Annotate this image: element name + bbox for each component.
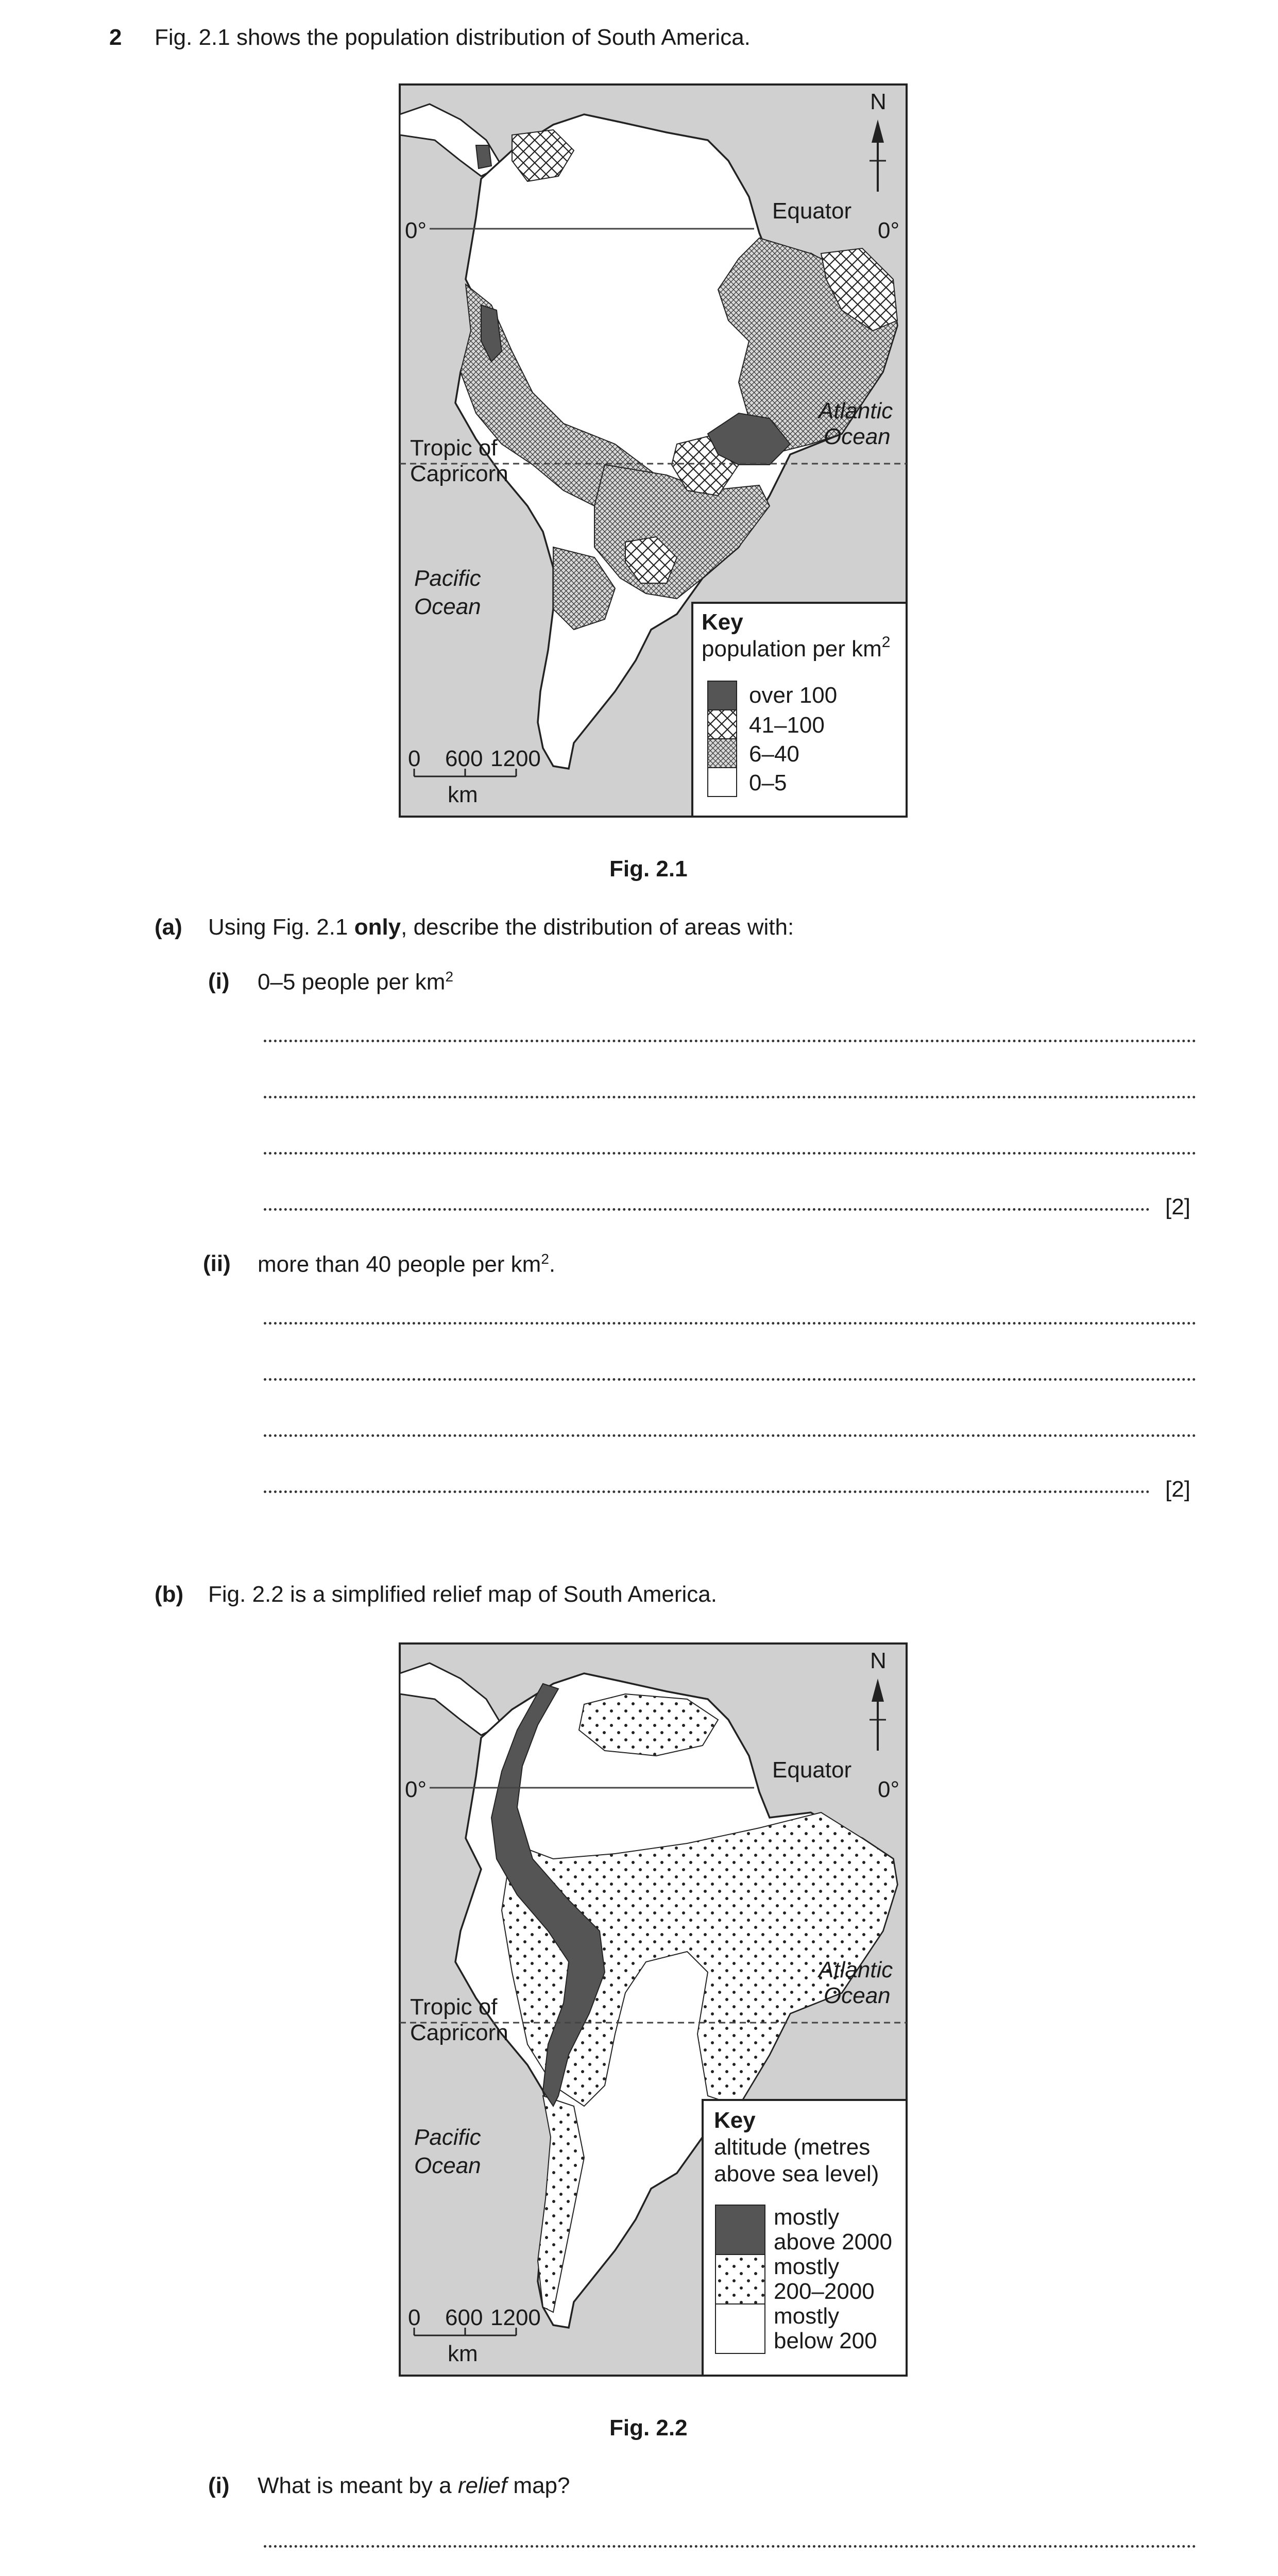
key-item-2: 41–100	[749, 713, 825, 738]
key2-item1-l2: above 2000	[774, 2229, 892, 2255]
key2-item1-l1: mostly	[774, 2205, 840, 2230]
north-label: N	[870, 89, 887, 114]
part-b-i-label: (i)	[208, 2473, 230, 2498]
atlantic-label-1: Atlantic	[819, 398, 893, 423]
key2-title: Key	[714, 2108, 756, 2133]
fig2-caption: Fig. 2.2	[609, 2415, 688, 2441]
answer-line-a-ii-1[interactable]	[264, 1322, 1196, 1325]
scale-0: 0	[408, 746, 421, 771]
equator-label: Equator	[772, 198, 852, 224]
key2-sub2: above sea level)	[714, 2161, 879, 2187]
zero-right-label: 0°	[878, 218, 900, 243]
equator-label-2: Equator	[772, 1757, 852, 1783]
tropic-label-2: Capricorn	[410, 461, 508, 486]
part-a-stem	[208, 914, 794, 940]
part-b-i-text	[258, 2473, 570, 2499]
key2-item3-l2: below 200	[774, 2328, 877, 2353]
key-subtitle: population per km	[702, 636, 882, 662]
part-a-stem-post: , describe the distribution of areas with:	[401, 914, 794, 940]
key2-item2-l1: mostly	[774, 2254, 840, 2279]
key-subtitle-line	[702, 634, 890, 662]
answer-line-a-ii-2[interactable]	[264, 1378, 1196, 1381]
key2-item2-l2: 200–2000	[774, 2279, 875, 2304]
atlantic-label-2-1: Atlantic	[819, 1957, 893, 1982]
part-b-stem: Fig. 2.2 is a simplified relief map of South America.	[208, 1582, 717, 1607]
relief-map	[399, 1642, 908, 2377]
key2-item3-l1: mostly	[774, 2303, 840, 2329]
zero-left-label: 0°	[405, 218, 427, 243]
question-intro: Fig. 2.1 shows the population distribution of South America.	[155, 25, 751, 50]
pacific-label-1: Pacific	[414, 566, 481, 591]
tropic-label-2-1: Tropic of	[410, 1994, 498, 2020]
part-a-i-label: (i)	[208, 969, 230, 994]
answer-line-a-i-2[interactable]	[264, 1096, 1196, 1098]
key-sup: 2	[881, 634, 891, 651]
atlantic-label-2: Ocean	[824, 424, 891, 449]
part-b-i-post: map?	[507, 2473, 570, 2498]
key-item-3: 6–40	[749, 741, 799, 767]
part-a-ii-label: (ii)	[203, 1251, 231, 1276]
pacific-label-2-1: Pacific	[414, 2125, 481, 2150]
part-b-label: (b)	[155, 1582, 184, 1607]
scale-600-2: 600	[445, 2305, 483, 2330]
zero-right-label-2: 0°	[878, 1777, 900, 1802]
question-number: 2	[109, 25, 122, 50]
answer-line-a-ii-3[interactable]	[264, 1434, 1196, 1437]
scale-600: 600	[445, 746, 483, 771]
scale-0-2: 0	[408, 2305, 421, 2330]
part-a-i-sup: 2	[445, 969, 454, 985]
part-a-i-question: 0–5 people per km	[258, 969, 446, 995]
pacific-label-2: Ocean	[414, 594, 481, 619]
key-item-4: 0–5	[749, 770, 787, 795]
pacific-label-2-2: Ocean	[414, 2153, 481, 2178]
tropic-label-1: Tropic of	[410, 435, 498, 461]
key2-sub1: altitude (metres	[714, 2134, 871, 2160]
part-a-label: (a)	[155, 914, 182, 940]
part-b-i-ital: relief	[457, 2473, 507, 2498]
tropic-label-2-2: Capricorn	[410, 2020, 508, 2045]
part-a-ii-sup: 2	[541, 1251, 549, 1267]
answer-line-a-i-3[interactable]	[264, 1152, 1196, 1155]
part-a-stem-bold: only	[354, 914, 401, 940]
part-a-ii-end: .	[549, 1251, 556, 1277]
answer-line-a-i-1[interactable]	[264, 1040, 1196, 1042]
fig1-caption: Fig. 2.1	[609, 856, 688, 882]
zero-left-label-2: 0°	[405, 1777, 427, 1802]
scale-1200-2: 1200	[490, 2305, 541, 2330]
part-a-ii-text	[258, 1251, 555, 1278]
key-title: Key	[702, 609, 743, 635]
scale-1200: 1200	[490, 746, 541, 771]
answer-line-b-i-1[interactable]	[264, 2545, 1196, 2548]
answer-line-a-ii-4[interactable]	[264, 1490, 1150, 1493]
scale-unit-2: km	[448, 2341, 478, 2366]
part-a-ii-question: more than 40 people per km	[258, 1251, 541, 1277]
atlantic-label-2-2: Ocean	[824, 1983, 891, 2008]
scale-unit: km	[448, 782, 478, 807]
north-label-2: N	[870, 1648, 887, 1673]
part-a-i-text	[258, 969, 453, 995]
part-b-i-pre: What is meant by a	[258, 2473, 458, 2498]
map-key	[692, 603, 907, 817]
part-a-stem-pre: Using Fig. 2.1	[208, 914, 354, 940]
marks-a-ii: [2]	[1165, 1477, 1190, 1502]
answer-line-a-i-4[interactable]	[264, 1208, 1150, 1211]
marks-a-i: [2]	[1165, 1194, 1190, 1219]
key-item-1: over 100	[749, 683, 838, 708]
population-map	[399, 83, 908, 818]
